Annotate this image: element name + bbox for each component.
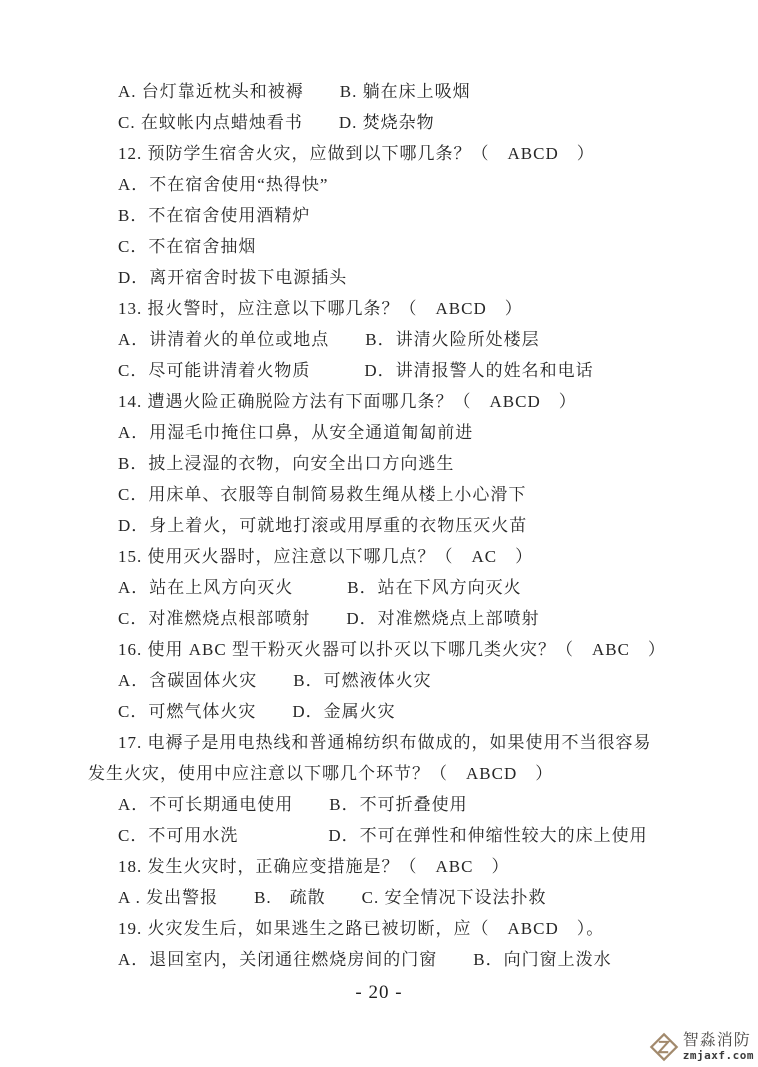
text-line: C．可燃气体火灾 D．金属火灾 <box>118 702 396 721</box>
watermark-text <box>683 1033 754 1061</box>
text-line: D．身上着火，可就地打滚或用厚重的衣物压灭火苗 <box>118 516 528 535</box>
text-line: C. 在蚊帐内点蜡烛看书 D. 焚烧杂物 <box>118 113 435 132</box>
text-line: A．不可长期通电使用 B．不可折叠使用 <box>118 795 468 814</box>
text-line: A．站在上风方向灭火 B．站在下风方向灭火 <box>118 578 522 597</box>
text-line: C．对准燃烧点根部喷射 D．对准燃烧点上部喷射 <box>118 609 540 628</box>
text-line: A．不在宿舍使用“热得快” <box>118 175 329 194</box>
question-line: 16. 使用 ABC 型干粉灭火器可以扑灭以下哪几类火灾？（ ABC ） <box>118 640 666 659</box>
watermark <box>649 1032 754 1062</box>
question-line: 19. 火灾发生后，如果逃生之路已被切断，应（ ABCD ）。 <box>118 919 605 938</box>
question-line: 17. 电褥子是用电热线和普通棉纺织布做成的，如果使用不当很容易 <box>118 733 652 752</box>
text-line: C．不在宿舍抽烟 <box>118 237 257 256</box>
question-line: 15. 使用灭火器时，应注意以下哪几点？（ AC ） <box>118 547 534 566</box>
text-line: C．尽可能讲清着火物质 D．讲清报警人的姓名和电话 <box>118 361 594 380</box>
text-line: A. 台灯靠近枕头和被褥 B. 躺在床上吸烟 <box>118 82 471 101</box>
text-line: A．退回室内，关闭通往燃烧房间的门窗 B．向门窗上泼水 <box>118 950 612 969</box>
watermark-domain: zmjaxf.com <box>682 1048 754 1062</box>
question-line: 12. 预防学生宿舍火灾，应做到以下哪几条？（ ABCD ） <box>118 144 595 163</box>
text-line: B．披上浸湿的衣物，向安全出口方向逃生 <box>118 454 455 473</box>
text-line: A．用湿毛巾掩住口鼻，从安全通道匍匐前进 <box>118 423 474 442</box>
quiz-text-block <box>88 76 722 975</box>
page-number: - 20 - <box>355 982 403 1003</box>
text-line: A．含碳固体火灾 B．可燃液体火灾 <box>118 671 432 690</box>
text-line: C．不可用水洗 D．不可在弹性和伸缩性较大的床上使用 <box>118 826 648 845</box>
text-line: A . 发出警报 B. 疏散 C. 安全情况下设法扑救 <box>118 888 547 907</box>
question-line: 18. 发生火灾时，正确应变措施是？（ ABC ） <box>118 857 510 876</box>
question-line: 13. 报火警时，应注意以下哪几条？（ ABCD ） <box>118 299 523 318</box>
question-line: 14. 遭遇火险正确脱险方法有下面哪几条？（ ABCD ） <box>118 392 577 411</box>
question-continuation-line: 发生火灾，使用中应注意以下哪几个环节？（ ABCD ） <box>88 764 554 783</box>
watermark-brand-name: 智淼消防 <box>682 1031 751 1049</box>
text-line: A．讲清着火的单位或地点 B．讲清火险所处楼层 <box>118 330 540 349</box>
text-line: C．用床单、衣服等自制简易救生绳从楼上小心滑下 <box>118 485 527 504</box>
text-line: D．离开宿舍时拔下电源插头 <box>118 268 348 287</box>
zhimiao-diamond-logo-icon <box>649 1032 679 1062</box>
text-line: B．不在宿舍使用酒精炉 <box>118 206 311 225</box>
